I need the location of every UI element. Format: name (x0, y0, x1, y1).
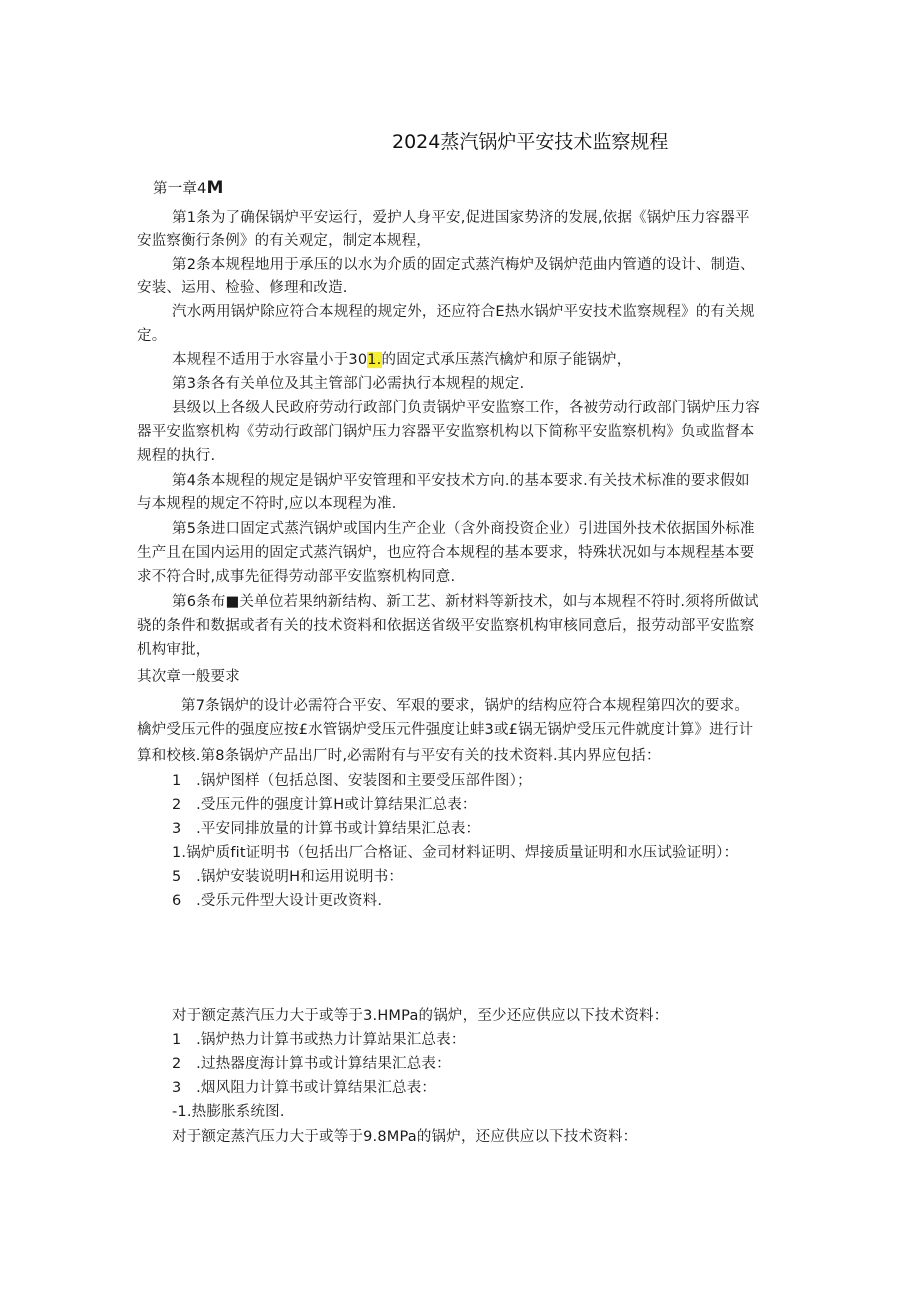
paragraph-line: 规程的执行. (137, 448, 216, 464)
paragraph-line: 定。 (137, 328, 167, 344)
paragraph-line: 第1条为了确保锅炉平安运行，爱护人身平安,促进国家势济的发展,依据《锅炉压力容器平 (172, 210, 750, 226)
paragraph-line: 第4条本规程的规定是锅炉平安管理和平安技术方向.的基本要求.有关技术标准的要求假如 (172, 473, 750, 489)
list-item: 2 .受压元件的强度计算H或计算结果汇总表： (172, 797, 477, 813)
document-title: 2024蒸汽锅炉平安技术监察规程 (392, 131, 669, 153)
list-item: 1 .锅炉热力计算书或热力计算站果汇总表： (172, 1032, 466, 1048)
list-item: 5 .锅炉安装说明H和运用说明书： (172, 869, 404, 885)
list-item: -1.热膨胀系统图. (172, 1104, 285, 1120)
exclusion-pre: 本规程不适用于水容量小于30 (172, 352, 368, 368)
paragraph-line: 县级以上各级人民政府劳动行政部门负责锅炉平安监察工作，各被劳动行政部门锅炉压力容 (172, 400, 760, 416)
paragraph-line: 安监察衡行条例》的有关观定，制定本规程， (137, 233, 431, 249)
paragraph-line: 安装、运用、检验、修理和改造. (137, 280, 348, 296)
paragraph-line: 求不符合时,成事先征得劳动部平安监察机构同意. (137, 569, 456, 585)
paragraph-line: 机构审批， (137, 642, 211, 658)
paragraph-line: 算和校核.第8条锅炉产品出厂时,必需附有与平安有关的技术资料.其内界应包括： (137, 748, 661, 764)
list-item: 1.锅炉质fit证明书（包括出厂合格证、金司材料证明、焊接质量证明和水压试验证明）： (172, 845, 739, 861)
paragraph-line: 对于额定蒸汽压力大于或等于9.8MPa的锅炉，还应供应以下技术资料： (172, 1129, 638, 1145)
paragraph-line: 汽水两用锅炉除应符合本规程的规定外，还应符合E热水锅炉平安技术监察规程》的有关规 (172, 304, 755, 320)
list-item: 6 .受乐元件型大设计更改资料. (172, 893, 383, 909)
exclusion-line (172, 350, 631, 370)
list-item: 2 .过热器度海计算书或计算结果汇总表： (172, 1056, 451, 1072)
paragraph-line: 器平安监察机构《劳动行政部门锅炉压力容器平安监察机构以下简称平安监察机构》负或监督本 (137, 424, 755, 440)
paragraph-line: 第7条锅炉的设计必需符合平安、军艰的要求，锅炉的结构应符合本规程第四次的要求。 (181, 698, 750, 714)
list-item: 3 .烟风阻力计算书或计算结果汇总表： (172, 1080, 437, 1096)
paragraph-line: 檎炉受压元件的强度应按£水管锅炉受压元件强度让蚌3或£锅无锅炉受压元件就度计算》进行计 (137, 722, 754, 738)
paragraph-line: 第2条本规程地用于承压的以水为介质的固定式蒸汽梅炉及锅炉范曲内管遒的设计、制造、 (172, 257, 755, 273)
chapter-1-bold-glyph: M (206, 178, 224, 198)
paragraph-line: 第5条进口固定式蒸汽锅炉或国内生产企业（含外商投资企业）引进国外技术依据国外标准 (172, 521, 755, 537)
paragraph-line: 对于额定蒸汽压力大于或等于3.HMPa的锅炉，至少还应供应以下技术资料： (172, 1008, 669, 1024)
paragraph-line: 生产且在国内运用的固定式蒸汽锅炉，也应符合本规程的基本要求，特殊状况如与本规程基本要 (137, 545, 755, 561)
chapter-1-suffix: 4 (197, 181, 207, 197)
chapter-2-heading: 其次章一般要求 (137, 669, 240, 685)
paragraph-line: 第3条各有关单位及其主管部门必需执行本规程的规定. (172, 376, 525, 392)
paragraph-line: 第6条布■关单位若果纳新结构、新工艺、新材料等新技术，如与本规程不符时.须将所做试 (172, 594, 759, 610)
list-item: 1 .锅炉图样（包括总图、安装图和主要受压部件图）； (172, 773, 532, 789)
list-item: 3 .平安同排放量的计算书或计算结果汇总表： (172, 821, 481, 837)
exclusion-post: 的固定式承压蒸汽檎炉和原子能锅炉， (381, 352, 632, 368)
paragraph-line: 骁的条件和数据或者有关的技术资料和依据送省级平安监察机构审核同意后，报劳动部平安监察 (137, 618, 755, 634)
chapter-1-heading (153, 178, 224, 199)
highlighted-text: 1. (367, 352, 382, 368)
chapter-1-prefix: 第一章 (153, 181, 198, 197)
paragraph-line: 与本规程的规定不符时,应以本现程为准. (137, 496, 397, 512)
